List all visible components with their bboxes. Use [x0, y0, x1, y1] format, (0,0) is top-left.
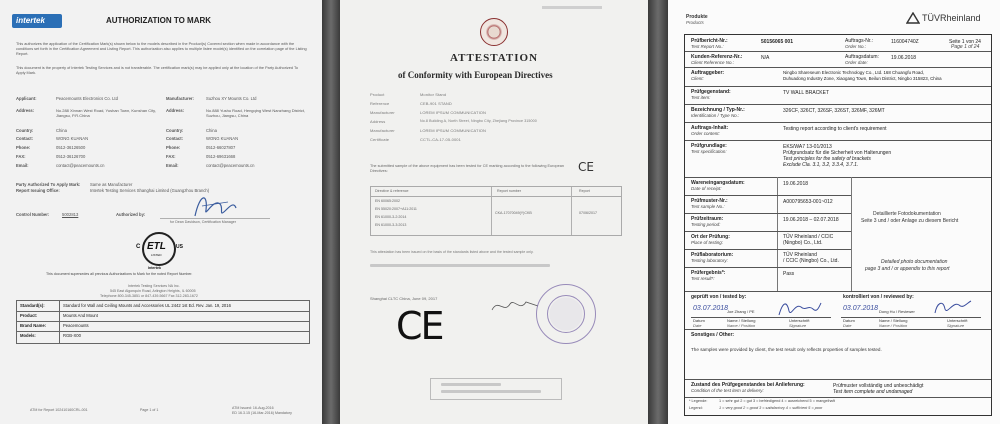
address-value: No.288 Xinnan West Road, Yushan Town, Kunshan City, Jiangsu, P.R.China [56, 108, 156, 118]
divider [59, 301, 60, 343]
etl-mark-listed: LISTED [151, 253, 162, 257]
issue-date-line: Shanghai CLTC China, June 09, 2017 [370, 296, 438, 301]
party-fields [16, 96, 312, 180]
footer-mandatory: ED 16.3.15 (16-Mar-2016) Mandatory [232, 411, 292, 415]
country-label: Country: [16, 128, 34, 133]
row-divider [685, 51, 991, 52]
label-de: Auftraggeber: [691, 70, 725, 76]
divider [571, 187, 572, 235]
divider [17, 331, 309, 332]
table-header: Report number [497, 189, 521, 193]
official-stamp-icon [536, 284, 596, 344]
sig-col-signature-en: Signature [789, 323, 807, 328]
test-spec-label [691, 143, 727, 154]
blurred-line [441, 390, 541, 393]
control-number-label: Control Number: [16, 212, 50, 217]
result-value: Pass [783, 271, 795, 277]
label-de: Wareneingangsdatum: [691, 180, 745, 186]
phone-label: Phone: [16, 145, 31, 150]
label-en: Condition of the test item at delivery: [691, 388, 764, 393]
label-de: Prüfmuster-Nr.: [691, 198, 728, 204]
row-divider [685, 379, 991, 380]
brand-label: Brand Name: [20, 323, 47, 328]
divider [491, 187, 492, 235]
sig-col-name: Name / Stellung [879, 318, 908, 323]
photo-doc-de-2: Seite 3 und / oder Anlage zu diesem Bericht [861, 218, 959, 224]
tested-name: Joe Zhang / PE [727, 309, 755, 314]
phone-value: 0512-36126500 [56, 145, 86, 150]
order-content-value: Testing report according to client's requirement [783, 126, 887, 132]
table-header: Directive & reference [375, 189, 409, 193]
field-value: LOREM IPSUM COMMUNICATION [420, 110, 486, 115]
footer-box [430, 378, 562, 400]
lab-value-1: TÜV Rheinland [783, 252, 817, 258]
brand-value: Peacemounts [63, 323, 89, 328]
label-de: Prüfzeitraum: [691, 216, 724, 222]
receipt-date-value: 19.06.2018 [783, 181, 809, 187]
table-cell: EN 61000-3-2:2014 [375, 215, 407, 219]
label-en: Order No.: [845, 44, 867, 49]
blurred-line [441, 383, 501, 386]
client-value-2: Duhuadong Industry Zone, Xiaogang Town, Beilun District, Ningbo 315823, China [783, 76, 942, 81]
signature-line [160, 218, 270, 219]
label-de: Auftragsdatum: [845, 54, 879, 60]
testing-period-value: 19.06.2018 – 02.07.2018 [783, 217, 839, 223]
signature-scribble [490, 296, 540, 316]
label-en: Client Reference No.: [691, 60, 735, 65]
order-date-label [845, 54, 879, 65]
label-de: Auftrags-Nr.: [845, 38, 874, 44]
result-label [691, 270, 725, 281]
tuv-logo-text: TÜVRheinland [922, 13, 981, 23]
test-report-table [684, 34, 992, 416]
sig-col-signature: Unterschrift [789, 318, 810, 323]
designation-value: 326CF, 326CT, 326SF, 326ST, 326MF, 326MT [783, 108, 885, 114]
field-value: CCTL-CA-17-05-0001 [420, 137, 461, 142]
test-spec-value-2: Prüfgrundsatz für die Sicherheit von Halterungen [783, 150, 892, 156]
address-line-3: Telephone 800-345-3851 or 847-439-5667 Fax 312-283-1672 [100, 294, 198, 298]
fax-label: FAX: [16, 154, 26, 159]
label-de: Prüflaboratorium: [691, 252, 734, 258]
table-cell: EN 55020:2007+A11:2011 [375, 207, 417, 211]
legend-row-1: 1 = sehr gut 2 = gut 3 = befriedigend 4 = ausreichend 5 = mangelhaft [719, 399, 835, 403]
tested-by-label: geprüft von / tested by: [691, 294, 747, 300]
client-value-1: Ningbo Shareseum Electronic Technology Co., Ltd. 168 Chuangfu Road, [783, 70, 924, 75]
page-gap [648, 0, 668, 424]
footer-page: Page 1 of 1 [140, 408, 159, 412]
order-content-label [691, 125, 728, 136]
other-label: Sonstiges / Other: [691, 332, 735, 338]
address-value-2: No.888 Yushu Road, Hengqing West Nanzhang District, Suzhou, Jiangsu, China [206, 108, 306, 118]
control-number-value: 5002813 [62, 212, 79, 217]
label-de: Zustand des Prüfgegenstandes bei Anlieferung: [691, 382, 805, 388]
label-en: Date of receipt: [691, 186, 722, 191]
lab-label [691, 252, 733, 263]
email-label-2: Email: [166, 163, 179, 168]
page-number: Seite 1 von 24 [949, 39, 981, 45]
table-cell: EN 60065:2002 [375, 199, 400, 203]
standard-label: Standard(s): [20, 303, 45, 308]
field-label: Address [370, 119, 386, 124]
intro-paragraph-2: This document is the property of Intertek Testing Services and is not transferable. The certification mark(s) may be applied only at the location of the Party Authorized To Apply Mark. [16, 66, 298, 75]
fax-value-2: 0512-69631668 [206, 154, 236, 159]
address-label-2: Address: [166, 108, 185, 113]
email-value-2: contact@peacemounts.cn [206, 163, 255, 168]
condition-value-2: Test item complete and undamaged [833, 389, 913, 395]
row-divider [685, 329, 991, 330]
label-en: Testing period: [691, 222, 721, 227]
directive-table [370, 186, 622, 236]
receipt-date-label [691, 180, 745, 191]
legend-label-2: Legend: [689, 406, 703, 410]
row-divider [685, 177, 991, 178]
order-no-value: 116004740Z [891, 39, 919, 45]
label-en: Place of testing: [691, 240, 724, 245]
sig-col-date: Datum [693, 318, 705, 323]
condition-value-1: Prüfmuster vollständig und unbeschädigt [833, 383, 924, 389]
contact-label-2: Contact: [166, 136, 183, 141]
label-de: Auftrags-Inhalt: [691, 125, 729, 131]
etl-mark [136, 232, 183, 270]
signer-caption: for Dean Davidson, Certification Manager [170, 220, 236, 224]
test-spec-value-1: EKS/WA7 13-01/2013 [783, 144, 832, 150]
country-label-2: Country: [166, 128, 184, 133]
label-en: Testing laboratory: [691, 258, 728, 263]
field-label: Certificate [370, 137, 390, 142]
label-en: Test result*: [691, 276, 715, 281]
row-divider [685, 122, 991, 123]
address-line-2: 545 East Algonquin Road, Arlington Heights, IL 60005 [110, 289, 196, 293]
header-products-en: Products [686, 20, 704, 25]
divider [17, 311, 309, 312]
row-divider [685, 67, 991, 68]
attestation-title: ATTESTATION [450, 52, 539, 64]
party-authorized-value: Same as Manufacturer [90, 182, 133, 187]
etl-mark-text: ETL [147, 241, 166, 252]
ce-mark-icon: CE [396, 304, 443, 348]
party-authorized-label: Party Authorized To Apply Mark: [16, 182, 81, 187]
manufacturer-value: Suzhou XY Mounts Co. Ltd [206, 96, 257, 101]
page-gap [322, 0, 340, 424]
label-de: Prüfergebnis*: [691, 270, 726, 276]
email-value: contact@peacemounts.cn [56, 163, 105, 168]
applicant-value: Peacemounts Electronics Co. Ltd [56, 96, 118, 101]
page-number-en: Page 1 of 24 [951, 44, 980, 50]
phone-label-2: Phone: [166, 145, 181, 150]
document-title: AUTHORIZATION TO MARK [106, 16, 212, 25]
report-office-value: Intertek Testing Services Shanghai Limited (Guangzhou Branch) [90, 188, 210, 193]
test-spec-value-4: Exclude Cla. 3.1, 3.2, 3.3.4, 3.7.1. [783, 162, 859, 168]
footer-issued: ATM Issued: 16-Aug-2016 [232, 406, 274, 410]
row-divider [685, 231, 851, 232]
order-date-value: 19.06.2018 [891, 55, 917, 61]
row-divider [685, 249, 851, 250]
label-de: Bezeichnung / Typ-Nr.: [691, 107, 745, 113]
manufacturer-label: Manufacturer: [166, 96, 194, 101]
field-label: Reference [370, 101, 390, 106]
sig-col-date: Datum [843, 318, 855, 323]
header-products-de: Produkte [686, 14, 708, 20]
attestation-fields [370, 92, 630, 152]
row-divider [685, 140, 991, 141]
row-divider [685, 397, 991, 398]
contact-value-2: WONG KUANAN [206, 136, 239, 141]
reviewed-name: Dong Hu / Reviewer [879, 309, 915, 314]
label-en: Test Report No.: [691, 44, 724, 49]
label-en: Test specification: [691, 149, 727, 154]
intertek-logo: intertek [12, 14, 62, 28]
standards-table [16, 300, 310, 344]
client-label [691, 70, 724, 81]
etl-mark-c: C [136, 244, 141, 250]
divider [371, 196, 621, 197]
other-value: The samples were provided by client, the test result only reflects properties of samples tested. [691, 347, 882, 352]
table-cell: CKA-17070049(Y)CKB [495, 211, 532, 215]
place-label [691, 234, 730, 245]
signature-scribble [190, 188, 240, 224]
fax-value: 0512-36126700 [56, 154, 86, 159]
client-ref-label [691, 54, 742, 65]
label-en: Identification / Type No.: [691, 113, 740, 118]
sig-col-date-en: Date [693, 323, 702, 328]
top-stamp-text [542, 6, 602, 9]
report-no-value: 50156065 001 [761, 39, 793, 45]
label-de: Ort der Prüfung: [691, 234, 730, 240]
row-divider [685, 86, 991, 87]
legend-row-2: 1 = very good 2 = good 3 = satisfactory 4 = sufficient 5 = poor [719, 406, 823, 410]
sample-no-label [691, 198, 728, 209]
label-en: Order content: [691, 131, 720, 136]
country-value-2: China [206, 128, 217, 133]
models-label: Models: [20, 333, 36, 338]
label-de: Prüfgegenstand: [691, 89, 731, 95]
condition-label [691, 382, 805, 393]
directive-statement: The submitted sample of the above equipment has been tested for CE marking according to the following European Directives: [370, 164, 564, 173]
photo-doc-en-2: page 3 and / or appendix to this report [865, 266, 950, 272]
test-spec-value-3: Test principles for the safety of brackets [783, 156, 871, 162]
label-en: Order date: [845, 60, 868, 65]
test-item-value: TV WALL BRACKET [783, 90, 830, 96]
etl-mark-intertek: Intertek [148, 266, 161, 270]
fax-label-2: FAX: [166, 154, 176, 159]
contact-value: WONG KUANAN [56, 136, 89, 141]
field-value: Monitor Stand [420, 92, 447, 97]
tuv-test-report-document [668, 0, 1000, 424]
field-value: LOREM IPSUM COMMUNICATION [420, 128, 486, 133]
client-ref-value: N/A [761, 55, 770, 61]
test-item-label [691, 89, 731, 100]
country-value: China [56, 128, 67, 133]
row-divider [685, 291, 991, 292]
attestation-document [340, 0, 648, 424]
product-label: Product: [20, 313, 38, 318]
field-value: No.8 Building A, North Street, Ningbo City, Zhejiang Province 315000 [420, 119, 537, 123]
applicant-label: Applicant: [16, 96, 37, 101]
tested-date: 03.07.2018 [693, 305, 729, 312]
authorization-to-mark-document [0, 0, 322, 424]
lab-value-2: / CCIC (Ningbo) Co., Ltd. [783, 258, 839, 264]
column-divider [851, 177, 852, 291]
sig-col-signature-en: Signature [947, 323, 965, 328]
footer-report-ref: ATM for Report 102410160CRL-001 [30, 408, 88, 412]
attestation-note: This attestation has been issued on the basis of the standards listed above and the tested sample only. [370, 250, 534, 254]
field-label: Manufacturer [370, 128, 395, 133]
phone-value-2: 0512-66027807 [206, 145, 236, 150]
report-no-label [691, 38, 728, 49]
tuv-triangle-icon [906, 12, 920, 24]
table-header: Report [579, 189, 590, 193]
email-label: Email: [16, 163, 29, 168]
place-value-1: TÜV Rheinland / CCIC [783, 234, 834, 240]
contact-label: Contact: [16, 136, 33, 141]
reviewed-date: 03.07.2018 [843, 305, 879, 312]
label-de: Prüfbericht-Nr.: [691, 38, 728, 44]
label-en: Client: [691, 76, 704, 81]
legend-label: * Legende: [689, 399, 708, 403]
photo-doc-de: Detaillierte Fotodokumentation [873, 211, 941, 217]
order-no-label [845, 38, 873, 49]
field-label: Manufacturer [370, 110, 395, 115]
report-office-label: Report Issuing Office: [16, 188, 60, 193]
reviewer-signature [933, 297, 973, 317]
label-de: Prüfgrundlage: [691, 143, 727, 149]
sig-col-name-en: Name / Position [727, 323, 756, 328]
photo-doc-en: Detailed photo documentation [881, 259, 948, 265]
label-en: Test item: [691, 95, 711, 100]
attestation-subtitle: of Conformity with European Directives [398, 70, 553, 80]
row-divider [685, 213, 851, 214]
row-divider [685, 195, 851, 196]
table-cell: EN 61000-3-3:2013 [375, 223, 407, 227]
authorized-by-label: Authorized by: [116, 212, 146, 217]
table-cell: 07/06/2017 [579, 211, 597, 215]
product-value: Mounts And Mount [63, 313, 98, 318]
reviewed-by-label: kontrolliert von / reviewed by: [843, 294, 914, 300]
sample-no-value: A000795653-001~012 [783, 199, 833, 205]
label-en: Test sample No.: [691, 204, 725, 209]
etl-mark-us: US [176, 244, 183, 250]
label-de: Kunden-Referenz-Nr.: [691, 54, 743, 60]
supersede-notice: This document supersedes all previous Authorizations to Mark for the noted Report Number. [46, 272, 193, 276]
ce-small-icon: CE [578, 160, 594, 174]
testing-period-label [691, 216, 723, 227]
address-label: Address: [16, 108, 35, 113]
address-line-1: Intertek Testing Services NA Inc. [128, 284, 180, 288]
ccic-seal-icon [480, 18, 508, 46]
sig-col-date-en: Date [843, 323, 852, 328]
field-label: Product [370, 92, 385, 97]
signature-line [691, 317, 831, 318]
designation-label [691, 107, 745, 118]
field-value: CEB-901 STAND [420, 101, 452, 106]
tester-signature [777, 297, 823, 319]
sig-col-name-en: Name / Position [879, 323, 908, 328]
intro-paragraph: This authorizes the application of the Certification Mark(s) shown below to the models described in the Product(s) Covered section when made in accordance with the conditions set forth in the Certification Agreement and Listing Report. This authorization also applies to multiple listee model(s) identified on the correlation page of the Listing Report. [16, 42, 307, 56]
models-value: RGB-X00 [63, 333, 81, 338]
blurred-line [370, 264, 550, 267]
sig-col-signature: Unterschrift [947, 318, 968, 323]
sig-col-name: Name / Stellung [727, 318, 756, 323]
row-divider [685, 267, 851, 268]
place-value-2: (Ningbo) Co., Ltd. [783, 240, 823, 246]
divider [17, 321, 309, 322]
standard-value: Standard for Wall and Ceiling Mounts and Accessories UL 2442 1st Ed. Rev. Jan. 19, 2016 [63, 303, 231, 308]
row-divider [685, 104, 991, 105]
